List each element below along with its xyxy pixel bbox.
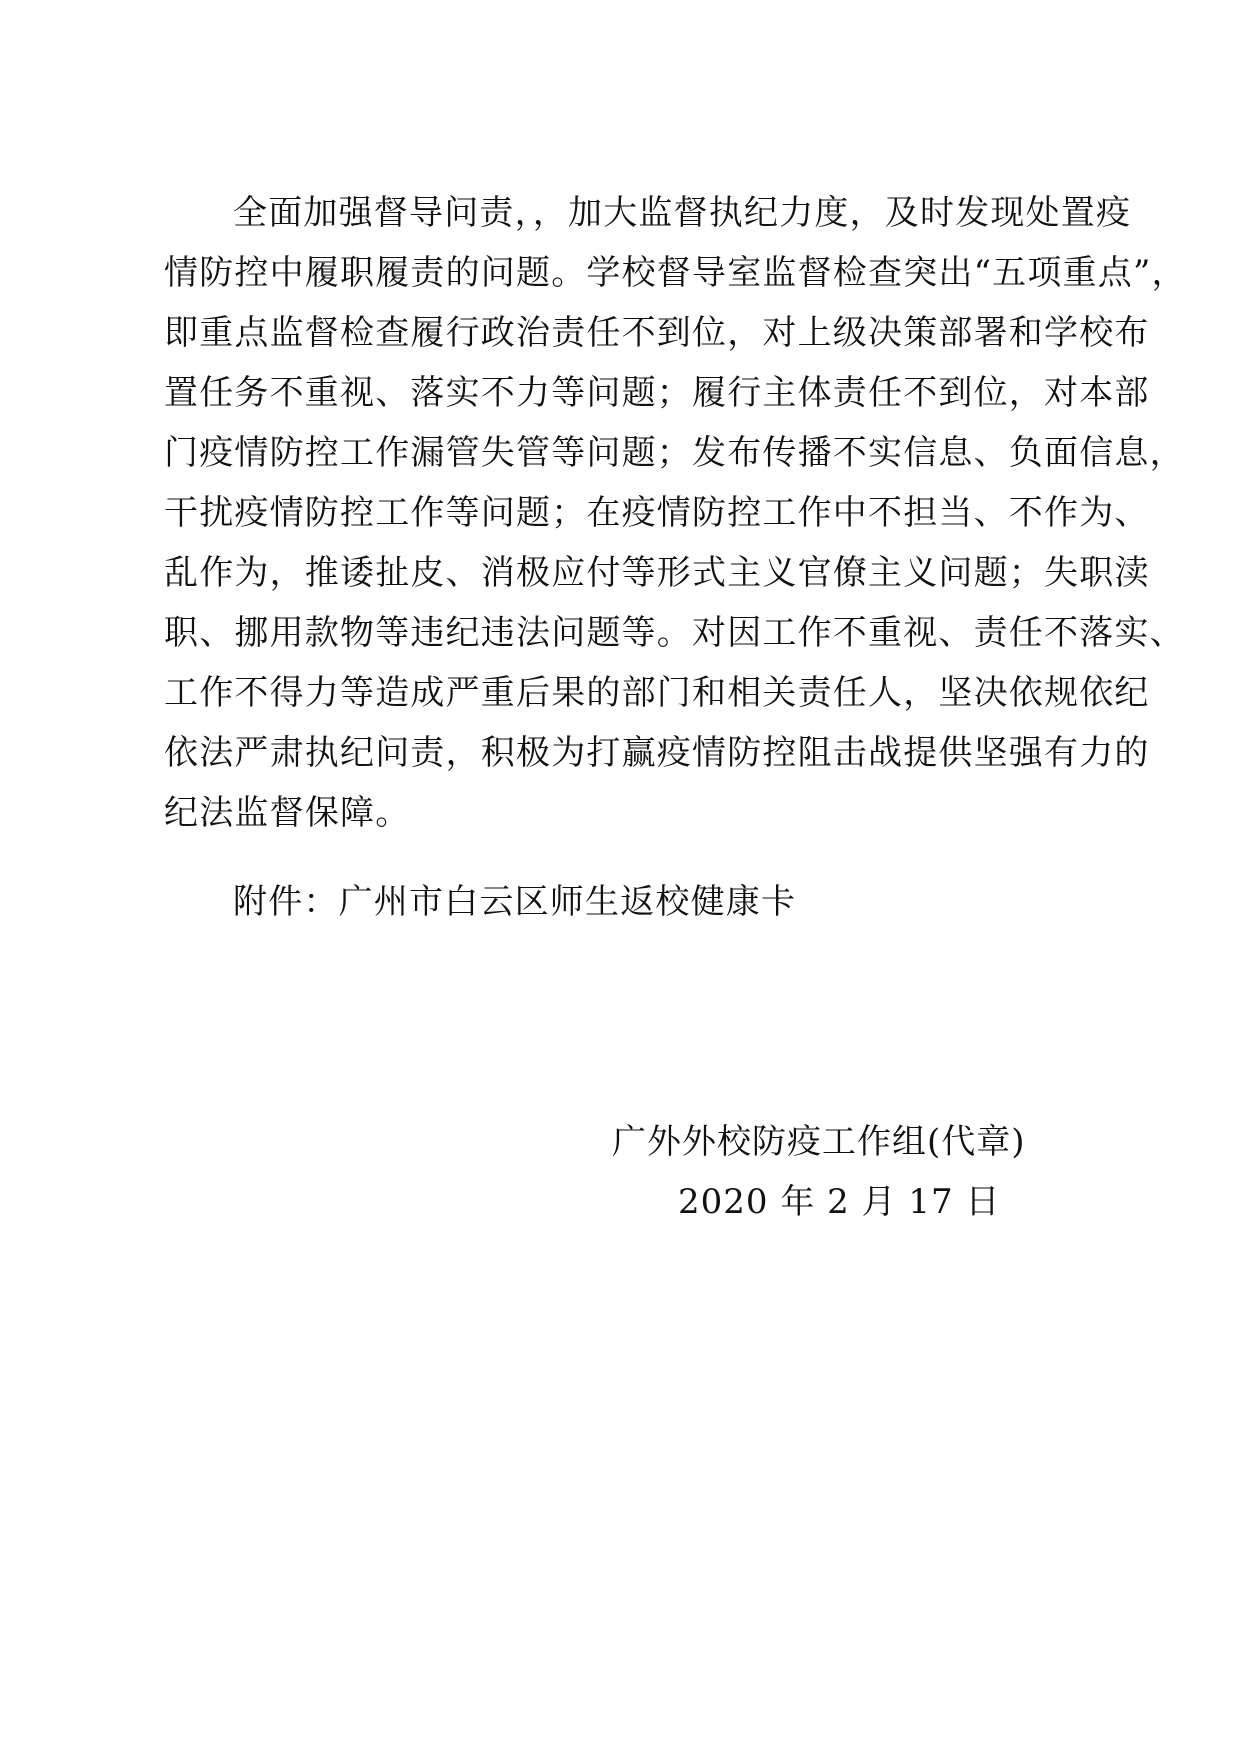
signature-block [612,1112,1032,1232]
paragraph-line: 情防控中履职履责的问题。学校督导室监督检查突出“五项重点”， [164,253,1187,293]
paragraph-line: 纪法监督保障。 [164,793,411,833]
paragraph-line: 乱作为，推诿扯皮、消极应付等形式主义官僚主义问题；失职渎 [164,553,1150,593]
paragraph-line: 即重点监督检查履行政治责任不到位，对上级决策部署和学校布 [164,313,1150,353]
attachment-note: 附件：广州市白云区师生返校健康卡 [233,882,797,922]
body-paragraph [164,183,1187,843]
paragraph-line: 干扰疫情防控工作等问题；在疫情防控工作中不担当、不作为、 [164,493,1150,533]
paragraph-line: 置任务不重视、落实不力等问题；履行主体责任不到位，对本部 [164,373,1150,413]
signature-organization: 广外外校防疫工作组(代章) [612,1122,1026,1162]
paragraph-line: 全面加强督导问责，，加大监督执纪力度，及时发现处置疫 [233,193,1132,233]
paragraph-line: 职、挪用款物等违纪违法问题等。对因工作不重视、责任不落实、 [164,613,1185,653]
signature-date: 2020 年 2 月 17 日 [678,1182,1001,1222]
paragraph-line: 工作不得力等造成严重后果的部门和相关责任人，坚决依规依纪 [164,673,1150,713]
paragraph-line: 依法严肃执纪问责，积极为打赢疫情防控阻击战提供坚强有力的 [164,733,1150,773]
paragraph-line: 门疫情防控工作漏管失管等问题；发布传播不实信息、负面信息， [164,433,1185,473]
